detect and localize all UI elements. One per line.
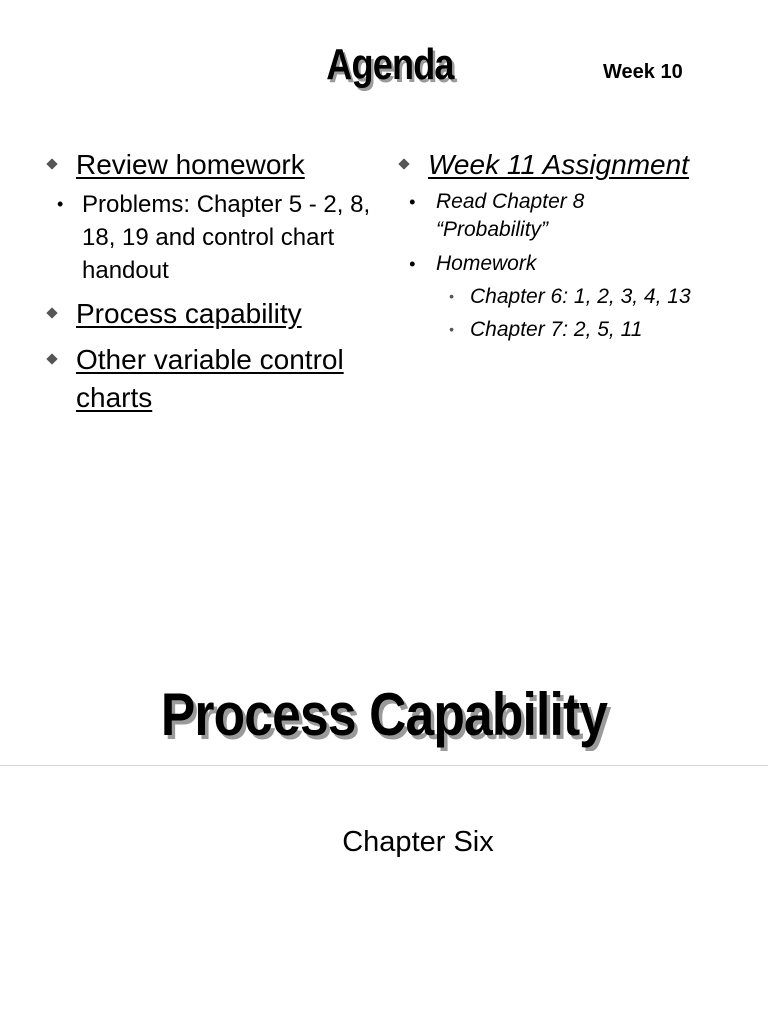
dot-bullet-icon: • bbox=[409, 254, 416, 274]
week-label: Week 10 bbox=[603, 61, 683, 83]
slide-title: Process Capability bbox=[160, 681, 608, 748]
sub-bullet-problems bbox=[48, 188, 400, 287]
sub-bullet-label: Read Chapter 8 “Probability” bbox=[436, 190, 585, 241]
bullet-label: Review homework bbox=[76, 149, 305, 180]
title-slide bbox=[0, 766, 768, 1024]
bullet-process-capability bbox=[48, 295, 400, 333]
dot-bullet-icon: • bbox=[449, 321, 454, 337]
sub-sub-bullet-chapter7 bbox=[400, 313, 760, 346]
sub-bullet-read-chapter bbox=[400, 188, 656, 244]
sub-bullet-label: Problems: Chapter 5 - 2, 8, 18, 19 and control chart handout bbox=[82, 191, 371, 284]
bullet-label: Process capability bbox=[76, 298, 302, 329]
diamond-bullet-icon bbox=[398, 158, 409, 169]
agenda-title: Agenda bbox=[326, 40, 454, 89]
left-column bbox=[48, 146, 400, 417]
bullet-other-charts bbox=[48, 341, 400, 417]
right-column bbox=[400, 146, 760, 346]
diamond-bullet-icon bbox=[46, 158, 57, 169]
sub-bullet-homework bbox=[400, 250, 760, 278]
bullet-review-homework bbox=[48, 146, 400, 184]
bullet-label: Week 11 Assignment bbox=[428, 149, 689, 180]
bullet-week11-assignment bbox=[400, 146, 760, 184]
diamond-bullet-icon bbox=[46, 353, 57, 364]
bullet-label: Other variable control charts bbox=[76, 344, 344, 413]
diamond-bullet-icon bbox=[46, 307, 57, 318]
sub-sub-bullet-label: Chapter 6: 1, 2, 3, 4, 13 bbox=[470, 285, 691, 308]
slide-subtitle: Chapter Six bbox=[342, 826, 494, 858]
dot-bullet-icon: • bbox=[409, 192, 416, 212]
sub-sub-bullet-label: Chapter 7: 2, 5, 11 bbox=[470, 318, 643, 341]
dot-bullet-icon: • bbox=[449, 288, 454, 304]
sub-bullet-label: Homework bbox=[436, 252, 537, 275]
dot-bullet-icon: • bbox=[57, 194, 64, 214]
sub-sub-bullet-chapter6 bbox=[400, 280, 760, 313]
